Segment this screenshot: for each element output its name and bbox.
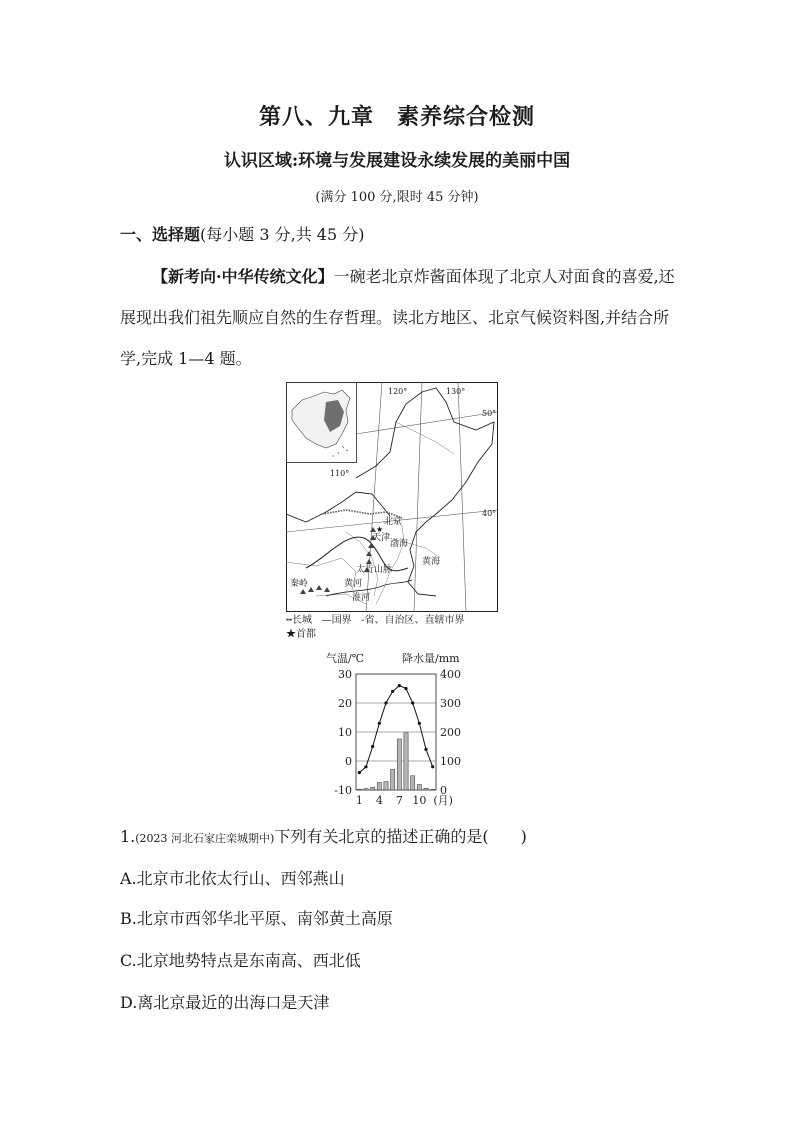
legend-national-border: 国界	[331, 615, 352, 626]
option-b[interactable]: B.北京市西邻华北平原、南邻黄土高原	[120, 909, 393, 928]
precipitation-bar	[411, 776, 415, 790]
question-number: 1.	[120, 827, 136, 846]
right-tick-label: 400	[440, 668, 461, 681]
temperature-point	[431, 765, 434, 768]
right-tick-label: 200	[440, 726, 461, 739]
legend-provincial-border: 省、自治区、直辖市界	[364, 615, 465, 626]
score-time-note: (满分 100 分,限时 45 分钟)	[315, 190, 479, 205]
precipitation-bar	[377, 782, 381, 790]
temperature-axis-label: 气温/℃	[326, 652, 365, 665]
precipitation-bar	[357, 789, 361, 790]
provincial-border-legend-icon: -	[361, 615, 365, 626]
left-tick-label: 30	[338, 668, 352, 681]
left-tick-label: 20	[338, 697, 352, 710]
left-tick-label: -10	[334, 784, 352, 797]
precipitation-bar	[431, 789, 435, 790]
place-label-yellow-sea: 黄海	[422, 557, 441, 567]
capital-star-icon: ★	[376, 525, 384, 534]
x-tick-label: 1	[355, 794, 363, 807]
page-title: 第八、九章 素养综合检测	[258, 104, 535, 130]
page-subtitle: 认识区域:环境与发展建设永续发展的美丽中国	[223, 151, 571, 171]
lat-label: 40°	[482, 509, 497, 518]
precipitation-bar	[417, 784, 421, 790]
temperature-point	[391, 690, 394, 693]
intro-text: 一碗老北京炸酱面体现了北京人对面食的喜爱,还展现出我们祖先顺应自然的生存哲理。读北方地区、北京气候资料图,并结合所学,完成 1—4 题。	[120, 267, 675, 368]
lon-label: 130°	[446, 387, 466, 396]
question-text: 下列有关北京的描述正确的是( )	[274, 827, 527, 846]
lon-label: 110°	[330, 469, 350, 478]
legend-great-wall: 长城	[292, 615, 313, 626]
question-source: (2023 河北石家庄栾城期中)	[135, 832, 275, 845]
right-tick-label: 100	[440, 755, 461, 768]
legend-row	[286, 628, 526, 642]
x-tick-label: 7	[395, 794, 403, 807]
right-tick-label: 0	[440, 784, 447, 797]
place-label-qinling: 秦岭	[290, 579, 309, 589]
x-axis-unit: (月)	[433, 794, 453, 807]
intro-tag: 【新考向·中华传统文化】	[152, 267, 334, 286]
precipitation-bar	[364, 789, 368, 790]
x-tick-label: 10	[412, 794, 427, 807]
temperature-point	[411, 701, 414, 704]
place-label-tianjin: 天津	[372, 533, 391, 543]
precipitation-axis-label: 降水量/mm	[402, 652, 460, 665]
intro-paragraph	[120, 256, 680, 379]
north-china-map	[286, 382, 498, 612]
china-inset-map	[287, 383, 357, 463]
beijing-climate-chart	[326, 650, 476, 814]
place-label-bohai: 渤海	[390, 539, 409, 549]
temperature-point	[371, 745, 374, 748]
temperature-point	[424, 748, 427, 751]
temperature-point	[404, 687, 407, 690]
precipitation-bar	[404, 733, 408, 790]
temperature-point	[398, 684, 401, 687]
place-label-yellow-river: 黄河	[344, 579, 363, 589]
chart-plot	[334, 668, 461, 807]
temperature-point	[384, 701, 387, 704]
x-tick-label: 4	[375, 794, 383, 807]
lat-label: 50°	[482, 409, 497, 418]
temperature-point	[364, 765, 367, 768]
temperature-point	[378, 722, 381, 725]
option-d[interactable]: D.离北京最近的出海口是天津	[120, 993, 330, 1012]
place-label-beijing: 北京	[384, 517, 403, 527]
option-c[interactable]: C.北京地势特点是东南高、西北低	[120, 951, 361, 970]
temperature-line	[359, 686, 432, 773]
precipitation-bar	[424, 788, 428, 790]
map-legend	[286, 614, 526, 642]
section-detail: (每小题 3 分,共 45 分)	[200, 225, 365, 244]
precipitation-bar	[384, 782, 388, 790]
temperature-point	[358, 771, 361, 774]
section-heading	[120, 222, 364, 245]
precipitation-bar	[371, 787, 375, 790]
precipitation-bar	[397, 739, 401, 790]
left-tick-label: 0	[345, 755, 352, 768]
question-stem	[120, 824, 527, 847]
temperature-point	[418, 722, 421, 725]
option-a[interactable]: A.北京市北依太行山、西邻燕山	[120, 869, 345, 888]
section-title: 一、选择题	[120, 225, 201, 244]
legend-capital: 首都	[296, 629, 316, 640]
place-label-taihang: 太行山脉	[356, 565, 393, 575]
capital-legend-icon: ★	[286, 629, 296, 640]
left-tick-label: 10	[338, 726, 352, 739]
great-wall-legend-icon: ┅	[286, 615, 293, 626]
precipitation-bar	[391, 769, 395, 790]
lon-label: 120°	[388, 387, 408, 396]
place-label-huai: 淮河	[352, 593, 371, 603]
legend-row	[286, 614, 526, 628]
right-tick-label: 300	[440, 697, 461, 710]
national-border-legend-icon: —	[321, 615, 332, 626]
